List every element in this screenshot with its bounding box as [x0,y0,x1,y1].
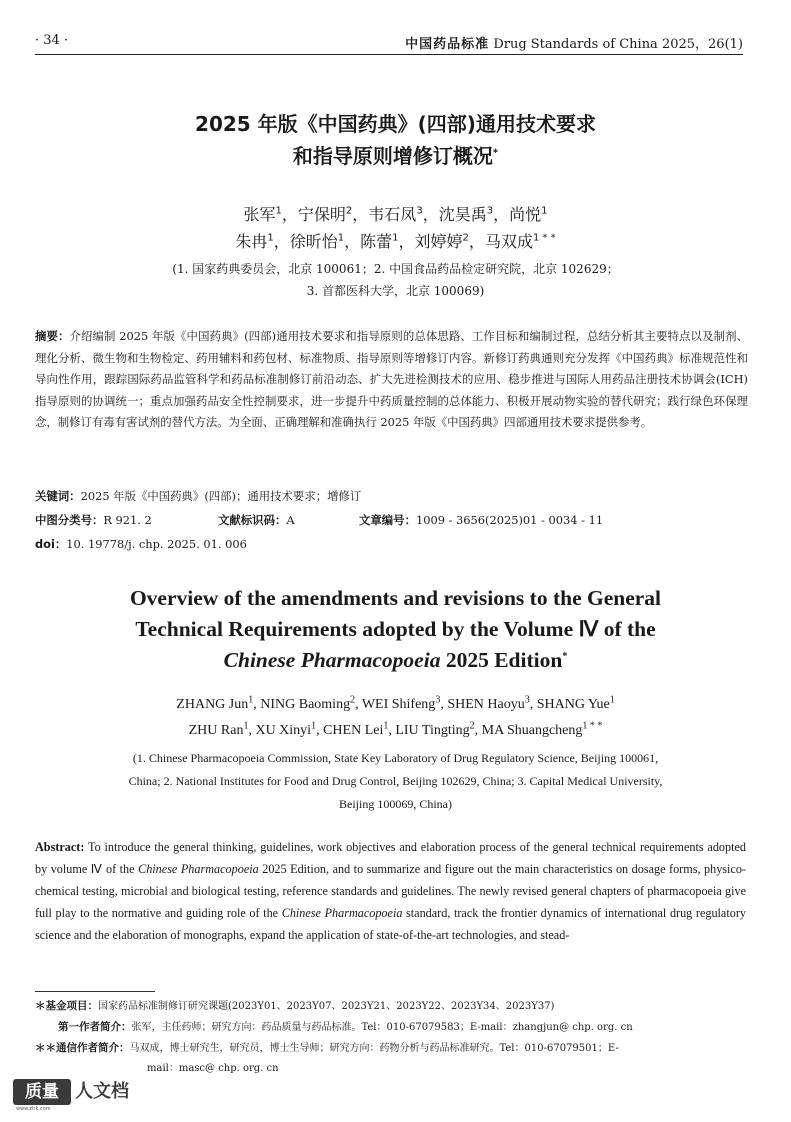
page-number: · 34 · [35,33,69,48]
watermark-part-1: 质量 [13,1079,71,1105]
cn-title-mark: * [492,147,499,159]
author-affiliation-mark: 1 [541,205,548,217]
author-name: ZHU Ran [188,723,244,738]
author-affiliation-mark: 1 [383,720,389,732]
corresponding-text-2: mail：masc@ chp. org. cn [147,1063,279,1074]
cn-authors [0,201,791,255]
author-separator: ， [352,205,369,224]
author-affiliation-mark: 1 [392,232,399,244]
footnote-corresponding [35,1038,746,1059]
cn-keywords-label: 关键词： [35,489,81,503]
cn-keywords [35,486,748,506]
author-separator: ， [398,232,415,251]
author-affiliation-mark: 1 [609,694,615,706]
en-title-line-3-rest: 2025 Edition [440,648,563,672]
footnote-corresponding-cont [147,1059,746,1079]
watermark-logo [13,1077,153,1111]
author-name: NING Baoming [260,697,351,712]
cn-abstract [35,326,748,434]
author-name: ZHANG Jun [176,697,249,712]
author-affiliation-mark: 3 [435,694,441,706]
cn-authors-line-2 [0,228,791,255]
author-name: LIU Tingting [395,723,470,738]
first-author-text: 张军，主任药师；研究方向：药品质量与药品标准。Tel：010-67079583；E-mail：zhangjun@ chp. org. cn [131,1022,633,1033]
author-separator: ， [422,205,439,224]
corresponding-label: ＊＊通信作者简介： [35,1042,130,1054]
footnote-fund [35,996,746,1017]
author-affiliation-mark: 1 [311,720,317,732]
author-separator: ， [281,205,298,224]
cn-doi [35,534,748,554]
author-separator: ， [273,232,290,251]
author-name: MA Shuangcheng [481,723,583,738]
author-name: XU Xinyi [255,723,312,738]
author-affiliation-mark: 2 [469,720,475,732]
author-name: SHEN Haoyu [447,697,525,712]
en-title [0,583,791,676]
author-affiliation-mark: 1 * * [582,720,603,732]
author-separator: ， [344,232,361,251]
clc-label: 中图分类号： [35,513,104,527]
author-name: 张军 [243,205,276,224]
cn-affiliation-line-2: 3. 首都医科大学，北京 100069) [306,284,485,298]
author-affiliation-mark: 2 [350,694,356,706]
journal-name [405,33,743,52]
author-affiliation-mark: 2 [345,205,353,217]
author-name: 陈蕾 [360,232,393,251]
article-number-value: 1009 - 3656(2025)01 - 0034 - 11 [415,513,604,527]
clc-value: R 921. 2 [103,513,152,527]
cn-title-line-2 [0,140,791,172]
en-abstract-text-3: standard, track the frontier dynamics of international drug regulatory science and the elaboration of monographs, expand the application of state-of-the-art technologies, and stead- [35,906,746,942]
author-separator: , [248,723,256,738]
fund-label: ＊基金项目： [35,1000,98,1012]
author-separator: , [474,723,482,738]
en-authors-line-1 [0,692,791,718]
en-title-line-2: Technical Requirements adopted by the Volume Ⅳ of the [135,617,656,641]
author-name: 刘婷婷 [414,232,463,251]
en-affiliation-line-1: (1. Chinese Pharmacopoeia Commission, State Key Laboratory of Drug Regulatory Science, Beijing 100061, [132,751,659,765]
author-separator: , [440,697,448,712]
first-author-label: 第一作者简介： [58,1021,132,1033]
cn-affiliations [0,258,791,302]
en-affiliation-line-2: China; 2. National Institutes for Food and Drug Control, Beijing 102629, China; 3. Capital Medical University, [128,774,663,788]
cn-affiliation-line-1: (1. 国家药典委员会，北京 100061；2. 中国食品药品检定研究院，北京 102629； [172,262,619,276]
author-name: 韦石凤 [368,205,417,224]
author-name: SHANG Yue [536,697,610,712]
author-separator: ， [493,205,510,224]
cn-classification-row [35,510,748,530]
doc-code-label: 文献标识码： [218,513,287,527]
running-header [35,33,743,53]
en-abstract-italic-2: Chinese Pharmacopoeia [281,906,403,920]
author-separator: , [388,723,396,738]
en-title-italic: Chinese Pharmacopoeia [223,648,441,672]
journal-name-cn: 中国药品标准 [405,37,490,52]
watermark-part-2: 人文档 [75,1081,129,1102]
author-name: WEI Shifeng [361,697,436,712]
author-separator: ， [468,232,485,251]
en-abstract-text-1: To introduce the general thinking, guidelines, work objectives and elaboration process of the general technical requirements adopted by volume Ⅳ of the [35,840,746,876]
author-name: 沈昊禹 [438,205,487,224]
author-affiliation-mark: 3 [524,694,530,706]
cn-title [0,108,791,172]
author-separator: , [316,723,324,738]
fund-text: 国家药品标准制修订研究课题(2023Y01、2023Y07、2023Y21、2023Y22、2023Y34、2023Y37) [98,1001,555,1012]
author-name: 朱冉 [235,232,268,251]
footnote-rule [35,991,155,992]
author-name: 徐昕怡 [289,232,338,251]
cn-title-line-2-text: 和指导原则增修订概况 [292,144,493,168]
author-separator: , [529,697,537,712]
cn-keywords-text: 2025 年版《中国药典》(四部)；通用技术要求；增修订 [80,489,362,503]
doi-label: doi： [35,537,67,551]
footnote-first-author [58,1017,746,1038]
cn-abstract-text: 介绍编制 2025 年版《中国药典》(四部)通用技术要求和指导原则的总体思路、工作目标和编制过程，总结分析其主要特点以及制剂、理化分析、微生物和生物检定、药用辅料和药包材、标准物质、指导原则等增修订内容。新修订药典通则充分发挥《中国药典》标准规范性和导向性作用，跟踪国际药品监管科学和药品标准制修订前沿动态、扩大先进检测技术的应用、稳步推进与国际人用药品注册技术协调会(ICH)指导原则的协调统一；重点加强药品安全性控制要求，进一步提升中药质量控制的总体能力、积极开展动物实验的替代研究；践行绿色环保理念，制修订有毒有害试剂的替代方法。为全面、正确理解和准确执行 2025 年版《中国药典》四部通用技术要求提供参考。 [35,329,748,429]
corresponding-text-1: 马双成，博士研究生，研究员，博士生导师；研究方向：药物分析与药品标准研究。Tel：010-67079501；E- [129,1043,619,1054]
author-name: 马双成 [484,232,533,251]
author-affiliation-mark: 3 [486,205,494,217]
author-separator: , [253,697,261,712]
watermark-url: www.zlrk.com [16,1106,51,1112]
en-abstract-label: Abstract: [35,840,85,854]
author-affiliation-mark: 1 [275,205,282,217]
author-affiliation-mark: 1 [243,720,249,732]
author-affiliation-mark: 3 [416,205,423,217]
author-affiliation-mark: 1 * * [532,232,556,244]
author-name: CHEN Lei [323,723,384,738]
en-title-line-1: Overview of the amendments and revisions to the General [129,586,662,610]
cn-abstract-label: 摘要： [35,329,70,343]
author-affiliation-mark: 1 [337,232,345,244]
author-affiliation-mark: 1 [248,694,254,706]
en-affiliation-line-3: Beijing 100069, China) [339,797,452,811]
en-abstract-text-2: 2025 Edition, and to summarize and figure out the main characteristics on dosage forms, physico-chemical testing, microbial and biological testing, reference standards and guidelines. The newly revised general chapters of pharmacopoeia give full play to the normative and guiding role of the [35,862,746,920]
header-rule [35,54,743,55]
en-authors [0,692,791,744]
author-name: 尚悦 [509,205,542,224]
author-affiliation-mark: 1 [267,232,274,244]
clc [35,513,152,527]
en-affiliations [0,747,791,816]
doc-code-value: A [286,513,295,527]
cn-authors-line-1 [0,201,791,228]
en-abstract-italic-1: Chinese Pharmacopoeia [138,862,259,876]
en-title-mark: * [562,650,568,662]
article-number-label: 文章编号： [359,513,416,527]
journal-name-en: Drug Standards of China 2025，26(1) [493,37,743,52]
author-separator: , [355,697,362,712]
en-title-line-3 [0,645,791,676]
author-affiliation-mark: 2 [462,232,469,244]
en-authors-line-2 [0,718,791,744]
en-abstract [35,836,746,946]
article-number [359,510,603,530]
author-name: 宁保明 [297,205,346,224]
cn-title-line-1: 2025 年版《中国药典》(四部)通用技术要求 [195,112,596,136]
doc-code [218,510,295,530]
doi-value: 10. 19778/j. chp. 2025. 01. 006 [66,537,247,551]
